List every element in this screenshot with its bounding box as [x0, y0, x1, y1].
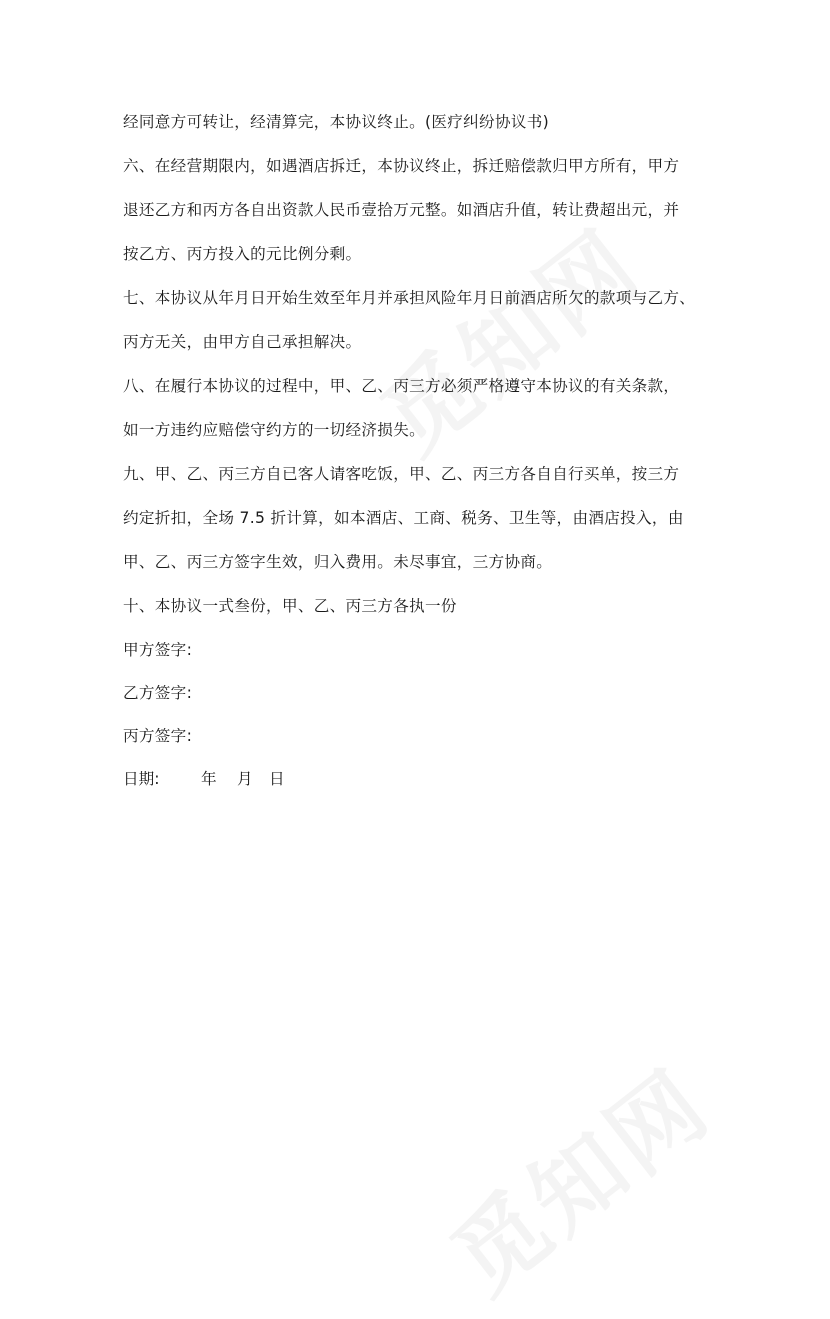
paragraph-line: 按乙方、丙方投入的元比例分剩。 — [123, 245, 362, 263]
date-month: 月 — [237, 770, 253, 788]
paragraph-line: 八、在履行本协议的过程中，甲、乙、丙三方必须严格遵守本协议的有关条款， — [123, 377, 680, 395]
date-label: 日期: — [123, 770, 160, 788]
date-day: 日 — [269, 770, 285, 788]
paragraph-line: 约定折扣，全场 7.5 折计算，如本酒店、工商、税务、卫生等，由酒店投入，由 — [123, 509, 684, 527]
paragraph-line: 九、甲、乙、丙三方自已客人请客吃饭，甲、乙、丙三方各自自行买单，按三方 — [123, 465, 680, 483]
paragraph-line: 十、本协议一式叁份，甲、乙、丙三方各执一份 — [123, 597, 457, 615]
party-a-signature: 甲方签字: — [123, 641, 193, 659]
paragraph-line: 七、本协议从年月日开始生效至年月并承担风险年月日前酒店所欠的款项与乙方、 — [123, 289, 696, 307]
paragraph-line: 退还乙方和丙方各自出资款人民币壹拾万元整。如酒店升值，转让费超出元，并 — [123, 201, 680, 219]
document-body — [123, 110, 723, 791]
paragraph-line: 甲、乙、丙三方签字生效，归入费用。未尽事宜，三方协商。 — [123, 553, 553, 571]
date-line — [123, 767, 723, 791]
paragraph-line: 丙方无关，由甲方自己承担解决。 — [123, 333, 362, 351]
date-year: 年 — [201, 770, 217, 788]
paragraph-line: 经同意方可转让，经清算完，本协议终止。(医疗纠纷协议书) — [123, 113, 550, 131]
party-b-signature: 乙方签字: — [123, 684, 193, 702]
watermark — [421, 1033, 734, 1318]
party-c-signature: 丙方签字: — [123, 727, 193, 745]
paragraph-line: 如一方违约应赔偿守约方的一切经济损失。 — [123, 421, 425, 439]
paragraph-line: 六、在经营期限内，如遇酒店拆迁，本协议终止，拆迁赔偿款归甲方所有，甲方 — [123, 157, 680, 175]
signature-block — [123, 638, 723, 791]
